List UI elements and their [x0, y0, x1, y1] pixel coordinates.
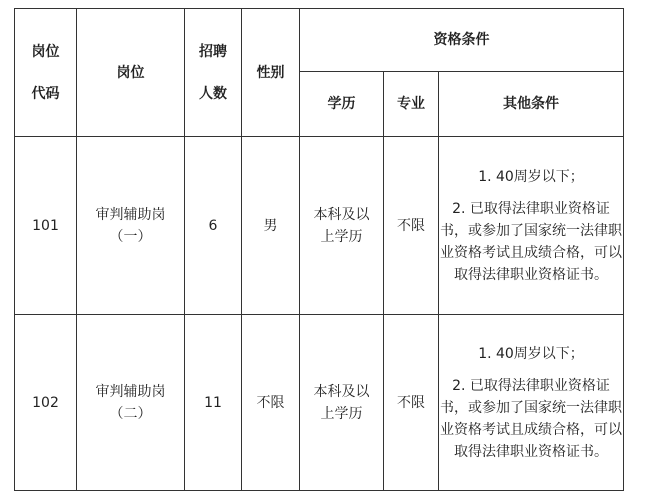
education-line-2: 上学历: [320, 405, 363, 422]
position-line-1: 审判辅助岗: [95, 206, 166, 223]
header-qualification: 资格条件: [300, 9, 624, 72]
header-major: 专业: [384, 72, 439, 137]
condition-item: 1. 40周岁以下；: [478, 168, 584, 185]
table-row: [15, 137, 624, 315]
education-line-1: 本科及以: [313, 383, 370, 400]
condition-item: 2. 已取得法律职业资格证书，或参加了国家统一法律职业资格考试且成绩合格，可以取得法律职业资格证书。: [440, 377, 622, 460]
cell-education: [300, 315, 384, 491]
cell-count: 11: [185, 315, 242, 491]
header-code-line-2: 代码: [31, 85, 60, 102]
header-code-line-1: 岗位: [31, 43, 60, 60]
header-recruit-count: [185, 9, 242, 137]
position-line-2: （二）: [109, 405, 152, 422]
position-line-2: （一）: [109, 228, 152, 245]
position-line-1: 审判辅助岗: [95, 383, 166, 400]
cell-position: [77, 315, 185, 491]
header-position: 岗位: [77, 9, 185, 137]
header-other-conditions: 其他条件: [439, 72, 624, 137]
education-line-2: 上学历: [320, 228, 363, 245]
cell-code: 101: [15, 137, 77, 315]
cell-major: 不限: [384, 137, 439, 315]
condition-item: 2. 已取得法律职业资格证书，或参加了国家统一法律职业资格考试且成绩合格，可以取得法律职业资格证书。: [440, 200, 622, 283]
cell-position: [77, 137, 185, 315]
header-row-1: [15, 9, 624, 72]
cell-other-conditions: [439, 137, 624, 315]
cell-count: 6: [185, 137, 242, 315]
education-line-1: 本科及以: [313, 206, 370, 223]
header-gender: 性别: [242, 9, 300, 137]
cell-gender: 男: [242, 137, 300, 315]
cell-code: 102: [15, 315, 77, 491]
header-count-line-2: 人数: [199, 85, 227, 102]
header-education: 学历: [300, 72, 384, 137]
cell-gender: 不限: [242, 315, 300, 491]
cell-other-conditions: [439, 315, 624, 491]
cell-major: 不限: [384, 315, 439, 491]
header-count-line-1: 招聘: [199, 43, 227, 60]
condition-item: 1. 40周岁以下；: [478, 345, 584, 362]
cell-education: [300, 137, 384, 315]
table-row: [15, 315, 624, 491]
recruitment-table: [14, 8, 624, 491]
header-position-code: [15, 9, 77, 137]
